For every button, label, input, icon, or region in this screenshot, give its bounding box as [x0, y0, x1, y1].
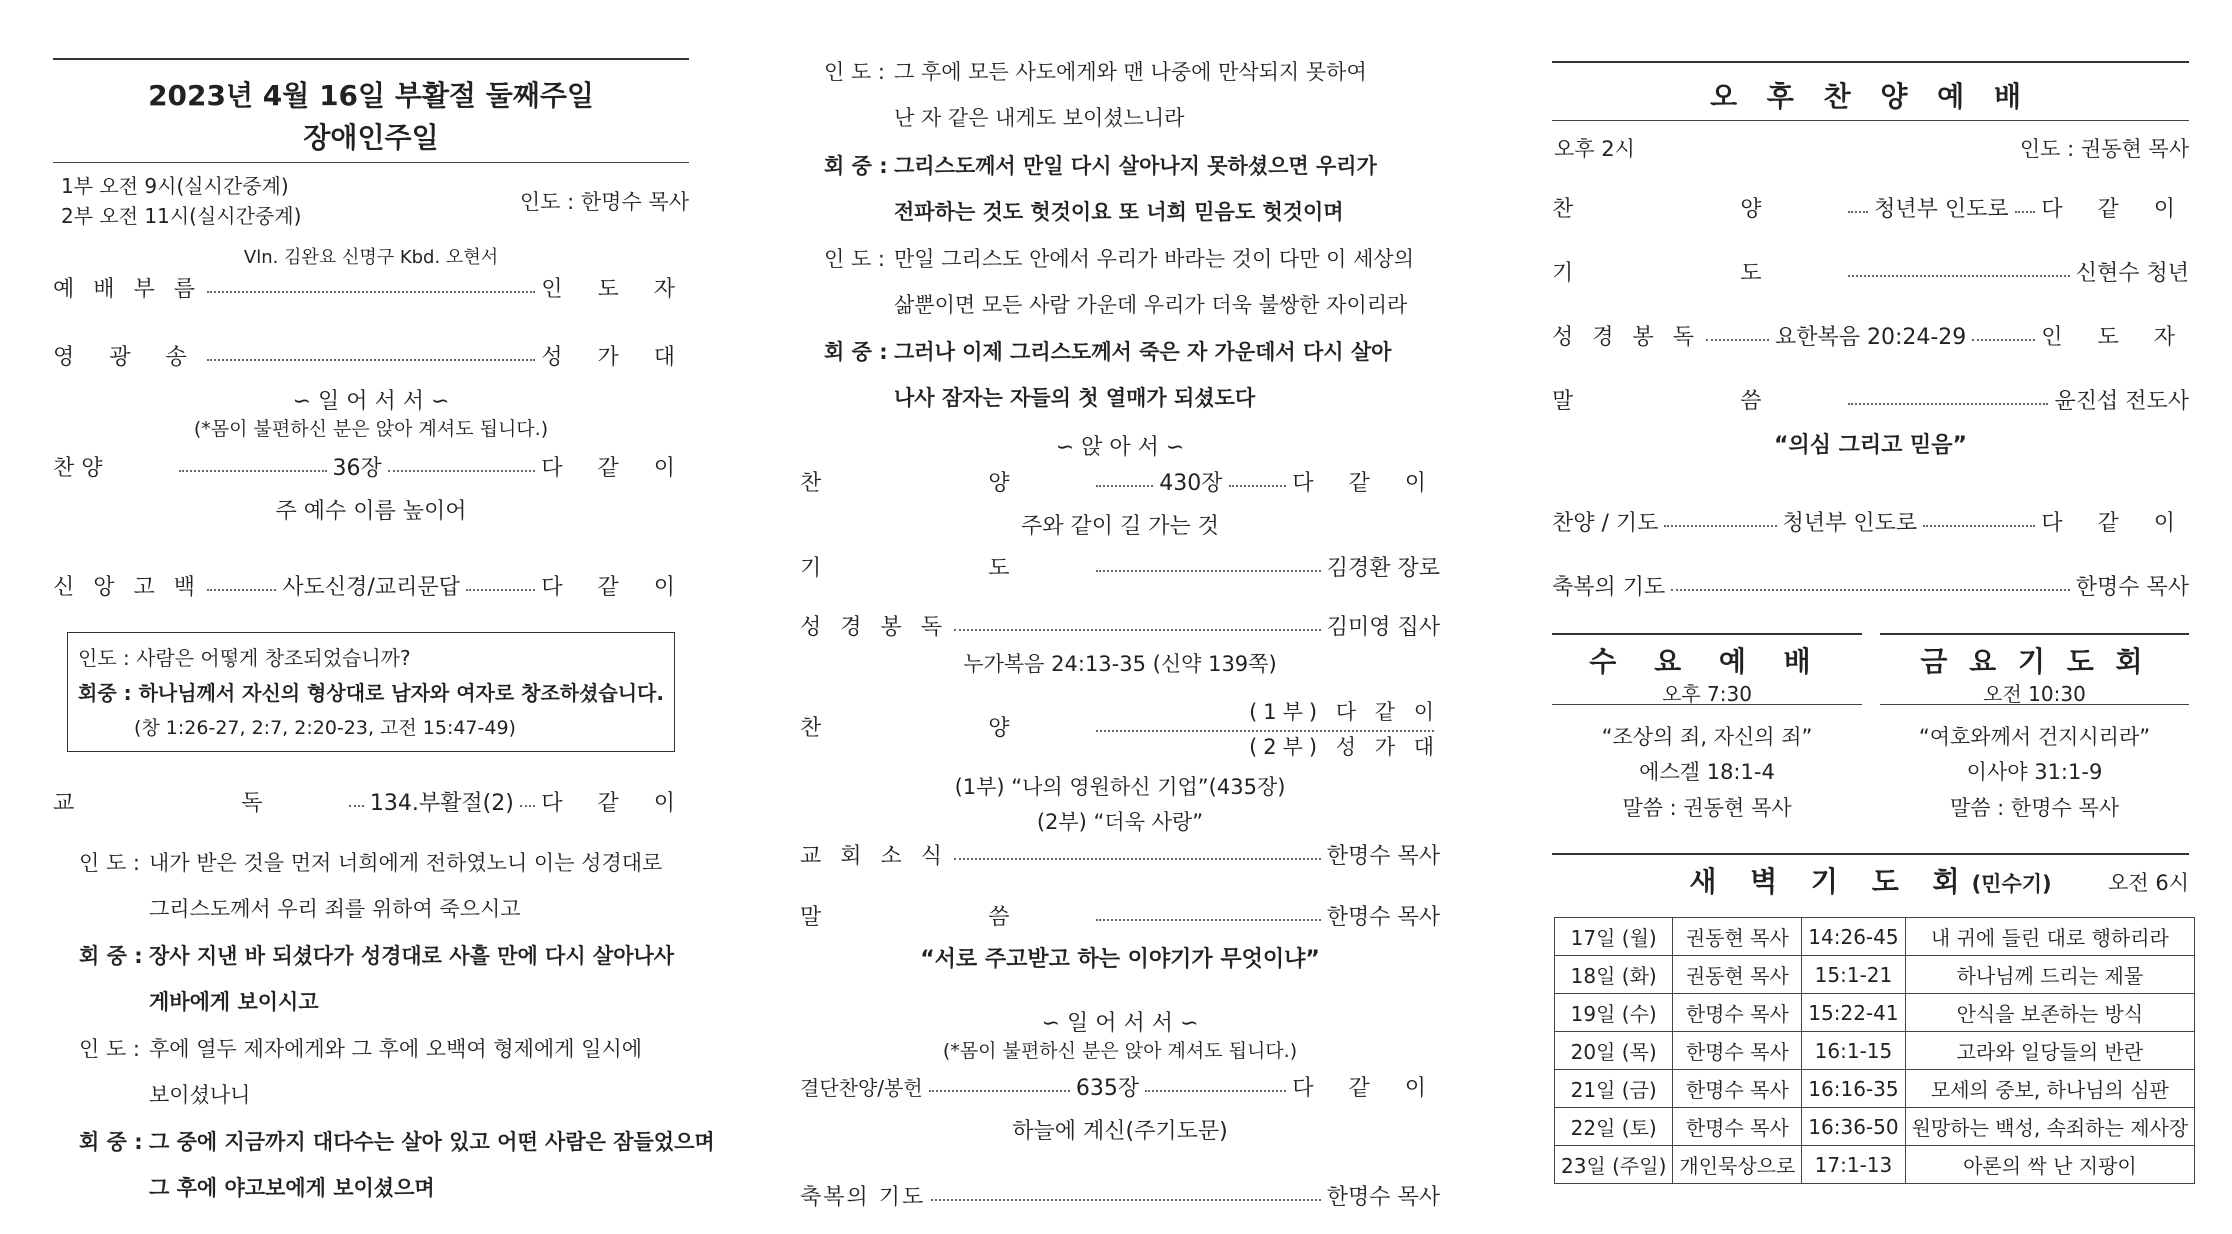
schedule-day: 20일 (목) [1555, 1032, 1673, 1070]
schedule-leader: 개인묵상으로 [1673, 1146, 1802, 1184]
page-subtitle: 장애인주일 [303, 121, 439, 154]
bulletin-column-3 [1552, 0, 2189, 1234]
schedule-leader: 권동현 목사 [1673, 956, 1802, 994]
schedule-topic: 모세의 중보, 하나님의 심판 [1905, 1070, 2195, 1108]
order-sermon: 말 씀 한명수 목사 [800, 905, 1440, 930]
catechism-reference: (창 1:26-27, 2:7, 2:20-23, 고전 15:47-49) [134, 717, 516, 739]
order-responsive-reading: 교 독 134.부활절(2) 다 같 이 [53, 791, 689, 816]
afternoon-service-title: 오 후 찬 양 예 배 [1709, 80, 2032, 113]
friday-preacher: 말씀 : 한명수 목사 [1949, 796, 2120, 820]
schedule-passage: 16:36-50 [1802, 1108, 1905, 1146]
reading-line: 내가 받은 것을 먼저 너희에게 전하였노니 이는 성경대로 [149, 851, 663, 875]
closing-hymn-title: 하늘에 계신(주기도문) [1012, 1119, 1228, 1144]
reading-who: 인 도 : [79, 1037, 140, 1061]
table-row [1555, 1070, 2195, 1108]
schedule-topic: 고라와 일당들의 반란 [1905, 1032, 2195, 1070]
service-time-1: 1부 오전 9시(실시간중계) [61, 174, 289, 198]
stand-up-heading: ∽ 일 어 서 서 ∽ [292, 389, 450, 414]
wednesday-text: 에스겔 18:1-4 [1639, 760, 1775, 784]
afternoon-sermon-title: “의심 그리고 믿음” [1773, 433, 1967, 458]
table-row [1555, 1146, 2195, 1184]
pm-order-praise-prayer: 찬양 / 기도 청년부 인도로 다 같 이 [1552, 511, 2189, 536]
schedule-topic: 하나님께 드리는 제물 [1905, 956, 2195, 994]
reading-line: 그 후에 모든 사도에게와 맨 나중에 만삭되지 못하여 [894, 60, 1367, 84]
dawn-schedule-table [1554, 917, 2195, 1184]
title-rule [1552, 120, 2189, 121]
hymn-title: 주 예수 이름 높이어 [275, 499, 467, 524]
stand-up-note: (*몸이 불편하신 분은 앉아 계셔도 됩니다.) [193, 418, 549, 440]
sit-down-heading: ∽ 앉 아 서 ∽ [1055, 435, 1185, 460]
service-time-2: 2부 오전 11시(실시간중계) [61, 204, 302, 228]
wednesday-service-title: 수 요 예 배 [1589, 645, 1825, 678]
wednesday-preacher: 말씀 : 권동현 목사 [1622, 796, 1792, 820]
friday-sermon: “여호와께서 건지시리라” [1918, 725, 2151, 749]
order-announcements: 교 회 소 식 한명수 목사 [800, 844, 1440, 869]
reading-who: 회 중 : [824, 154, 888, 178]
catechism-question: 인도 : 사람은 어떻게 창조되었습니까? [78, 646, 411, 670]
afternoon-time: 오후 2시 [1554, 137, 1635, 161]
reading-who: 인 도 : [824, 60, 885, 84]
reading-who: 회 중 : [79, 944, 143, 968]
wed-rule-2 [1552, 704, 1862, 705]
reading-line: 그 중에 지금까지 대다수는 살아 있고 어떤 사람은 잠들었으며 [149, 1130, 715, 1154]
dawn-prayer-time: 오전 6시 [2108, 871, 2189, 895]
friday-prayer-title: 금 요 기 도 회 [1920, 645, 2149, 678]
schedule-passage: 16:16-35 [1802, 1070, 1905, 1108]
order-scripture: 성 경 봉 독 김미영 집사 [800, 615, 1440, 640]
reading-line: 그러나 이제 그리스도께서 죽은 자 가운데서 다시 살아 [894, 340, 1392, 364]
reading-who: 회 중 : [79, 1130, 143, 1154]
schedule-passage: 14:26-45 [1802, 918, 1905, 956]
friday-text: 이사야 31:1-9 [1966, 760, 2103, 784]
order-offering-hymn: 결단찬양/봉헌 635장 다 같 이 [800, 1076, 1441, 1101]
choir-performer-2: (2부) 성 가 대 [1249, 735, 1440, 759]
reading-line: 난 자 같은 내게도 보이셨느니라 [894, 106, 1185, 130]
stand-up-note: (*몸이 불편하신 분은 앉아 계셔도 됩니다.) [942, 1040, 1298, 1062]
wednesday-sermon: “조상의 죄, 자신의 죄” [1601, 725, 1813, 749]
catechism-answer: 회중 : 하나님께서 자신의 형상대로 남자와 여자로 창조하셨습니다. [78, 681, 664, 705]
top-rule [1552, 61, 2189, 63]
fri-rule-2 [1880, 704, 2189, 705]
pm-order-prayer: 기 도 신현수 청년 [1552, 261, 2189, 286]
pm-order-benediction: 축복의 기도 한명수 목사 [1552, 575, 2189, 600]
hymn-title: 주와 같이 길 가는 것 [1021, 514, 1219, 539]
order-hymn: 찬 양 430장 다 같 이 [800, 471, 1440, 496]
reading-who: 인 도 : [824, 247, 885, 271]
schedule-leader: 한명수 목사 [1673, 1108, 1802, 1146]
top-rule [53, 58, 689, 60]
bulletin-column-1 [53, 0, 715, 1234]
table-row [1555, 1108, 2195, 1146]
fri-rule [1880, 633, 2189, 635]
schedule-passage: 17:1-13 [1802, 1146, 1905, 1184]
table-row [1555, 918, 2195, 956]
schedule-leader: 한명수 목사 [1673, 1032, 1802, 1070]
sermon-title: “서로 주고받고 하는 이야기가 무엇이냐” [920, 947, 1320, 972]
wed-rule [1552, 633, 1862, 635]
reading-line: 장사 지낸 바 되셨다가 성경대로 사흘 만에 다시 살아나사 [149, 944, 675, 968]
reading-line: 게바에게 보이시고 [149, 990, 319, 1014]
dawn-rule [1552, 853, 2189, 855]
friday-time: 오전 10:30 [1983, 682, 2086, 706]
schedule-passage: 16:1-15 [1802, 1032, 1905, 1070]
reading-line: 나사 잠자는 자들의 첫 열매가 되셨도다 [894, 386, 1256, 410]
schedule-leader: 한명수 목사 [1673, 994, 1802, 1032]
schedule-day: 19일 (수) [1555, 994, 1673, 1032]
reading-line: 그리스도께서 우리 죄를 위하여 죽으시고 [149, 897, 521, 921]
choir-song-2: (2부) “더욱 사랑” [1036, 810, 1204, 834]
schedule-passage: 15:1-21 [1802, 956, 1905, 994]
schedule-day: 23일 (주일) [1555, 1146, 1673, 1184]
schedule-topic: 내 귀에 들린 대로 행하리라 [1905, 918, 2195, 956]
service-leader: 인도 : 한명수 목사 [519, 190, 689, 214]
stand-up-heading: ∽ 일 어 서 서 ∽ [1041, 1011, 1199, 1036]
dawn-prayer-book: (민수기) [1971, 872, 2052, 896]
reading-who: 회 중 : [824, 340, 888, 364]
wednesday-time: 오후 7:30 [1662, 682, 1752, 706]
reading-who: 인 도 : [79, 851, 140, 875]
schedule-passage: 15:22-41 [1802, 994, 1905, 1032]
reading-line: 그리스도께서 만일 다시 살아나지 못하셨으면 우리가 [894, 154, 1377, 178]
dawn-prayer-title: 새 벽 기 도 회 [1689, 865, 1972, 898]
order-hymn: 찬 양 36장 다 같 이 [53, 456, 689, 481]
choir-performer-1: (1부) 다 같 이 [1249, 700, 1440, 724]
reading-line: 삶뿐이면 모든 사람 가운데 우리가 더욱 불쌍한 자이리라 [894, 293, 1408, 317]
schedule-day: 22일 (토) [1555, 1108, 1673, 1146]
pm-order-scripture: 성 경 봉 독 요한복음 20:24-29 인 도 자 [1552, 325, 2189, 350]
scripture-reference: 누가복음 24:13-35 (신약 139쪽) [963, 652, 1277, 676]
bulletin-column-2 [800, 0, 1440, 1234]
order-choir: 찬 양 [800, 711, 1440, 742]
schedule-leader: 권동현 목사 [1673, 918, 1802, 956]
catechism-box [67, 632, 675, 752]
page-title: 2023년 4월 16일 부활절 둘째주일 [148, 79, 594, 112]
table-row [1555, 994, 2195, 1032]
table-row [1555, 956, 2195, 994]
choir-song-1: (1부) “나의 영원하신 기업”(435장) [954, 775, 1286, 799]
dawn-prayer-heading [1552, 860, 2189, 900]
reading-line: 보이셨나니 [149, 1083, 251, 1107]
order-gloria: 영 광 송 성 가 대 [53, 345, 689, 370]
schedule-leader: 한명수 목사 [1673, 1070, 1802, 1108]
schedule-day: 21일 (금) [1555, 1070, 1673, 1108]
musicians: Vln. 김완요 신명구 Kbd. 오현서 [243, 247, 499, 268]
reading-line: 만일 그리스도 안에서 우리가 바라는 것이 다만 이 세상의 [894, 247, 1414, 271]
table-row [1555, 1032, 2195, 1070]
afternoon-leader: 인도 : 권동현 목사 [2019, 137, 2189, 161]
schedule-topic: 안식을 보존하는 방식 [1905, 994, 2195, 1032]
schedule-topic: 아론의 싹 난 지팡이 [1905, 1146, 2195, 1184]
schedule-topic: 원망하는 백성, 속죄하는 제사장 [1905, 1108, 2195, 1146]
order-call-to-worship: 예 배 부 름 인 도 자 [53, 277, 689, 302]
order-creed: 신 앙 고 백 사도신경/교리문답 다 같 이 [53, 575, 689, 600]
pm-order-sermon: 말 씀 윤진섭 전도사 [1552, 389, 2189, 414]
pm-order-hymn: 찬 양 청년부 인도로 다 같 이 [1552, 197, 2190, 222]
order-prayer: 기 도 김경환 장로 [800, 556, 1440, 581]
title-rule [53, 162, 689, 163]
reading-line: 후에 열두 제자에게와 그 후에 오백여 형제에게 일시에 [149, 1037, 643, 1061]
reading-line: 그 후에 야고보에게 보이셨으며 [149, 1176, 435, 1200]
schedule-day: 17일 (월) [1555, 918, 1673, 956]
schedule-day: 18일 (화) [1555, 956, 1673, 994]
reading-line: 전파하는 것도 헛것이요 또 너희 믿음도 헛것이며 [894, 200, 1344, 224]
order-benediction: 축복의 기도 한명수 목사 [800, 1185, 1440, 1210]
